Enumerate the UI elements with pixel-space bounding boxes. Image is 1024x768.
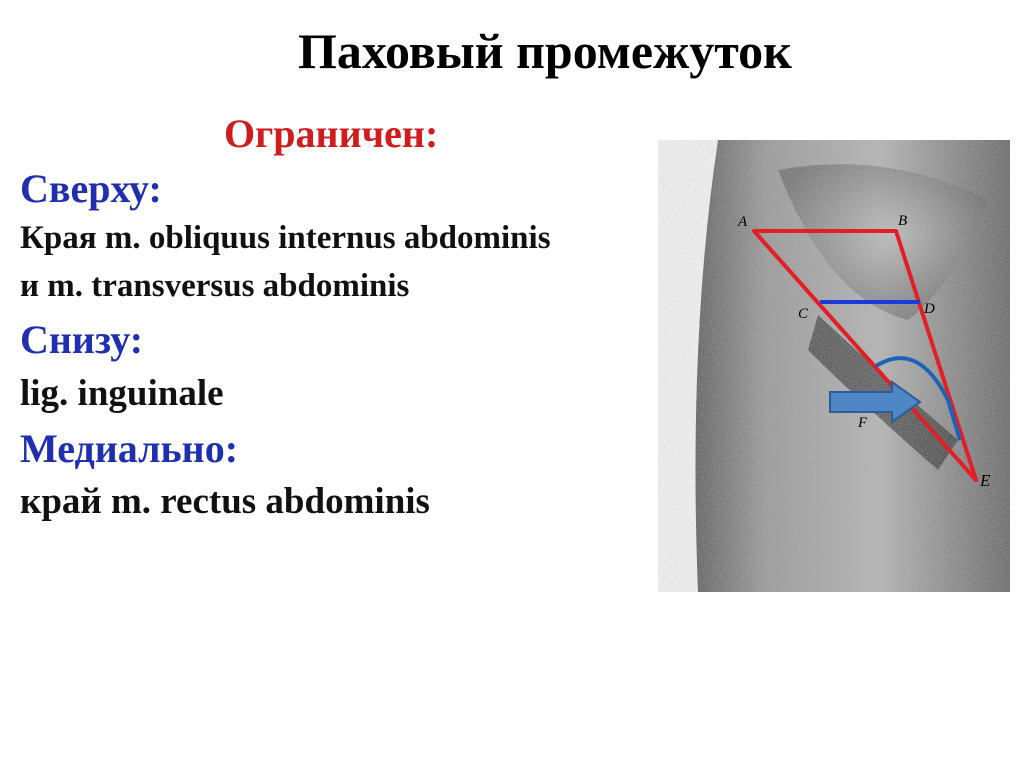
point-label-c: C [798, 306, 809, 322]
point-label-b: B [898, 213, 908, 229]
anatomy-image [658, 140, 1010, 592]
halftone-grain [658, 140, 1010, 592]
point-label-f: F [858, 415, 868, 431]
label-top: Сверху: [20, 166, 162, 211]
text-top-line2: и m. transversus abdominis [20, 268, 410, 304]
point-label-e: E [980, 471, 991, 490]
point-label-d: D [924, 301, 935, 317]
text-top-line1: Края m. obliquus internus abdominis [20, 220, 551, 256]
anatomy-figure [658, 140, 1010, 592]
label-medial: Медиально: [20, 426, 239, 471]
subtitle-bounded: Ограничен: [224, 111, 439, 156]
text-bottom: lig. inguinale [20, 373, 224, 414]
point-label-a: A [738, 214, 748, 230]
text-medial: край m. rectus abdominis [20, 481, 430, 522]
page-title: Паховый промежуток [298, 23, 792, 79]
label-bottom: Снизу: [20, 317, 144, 362]
